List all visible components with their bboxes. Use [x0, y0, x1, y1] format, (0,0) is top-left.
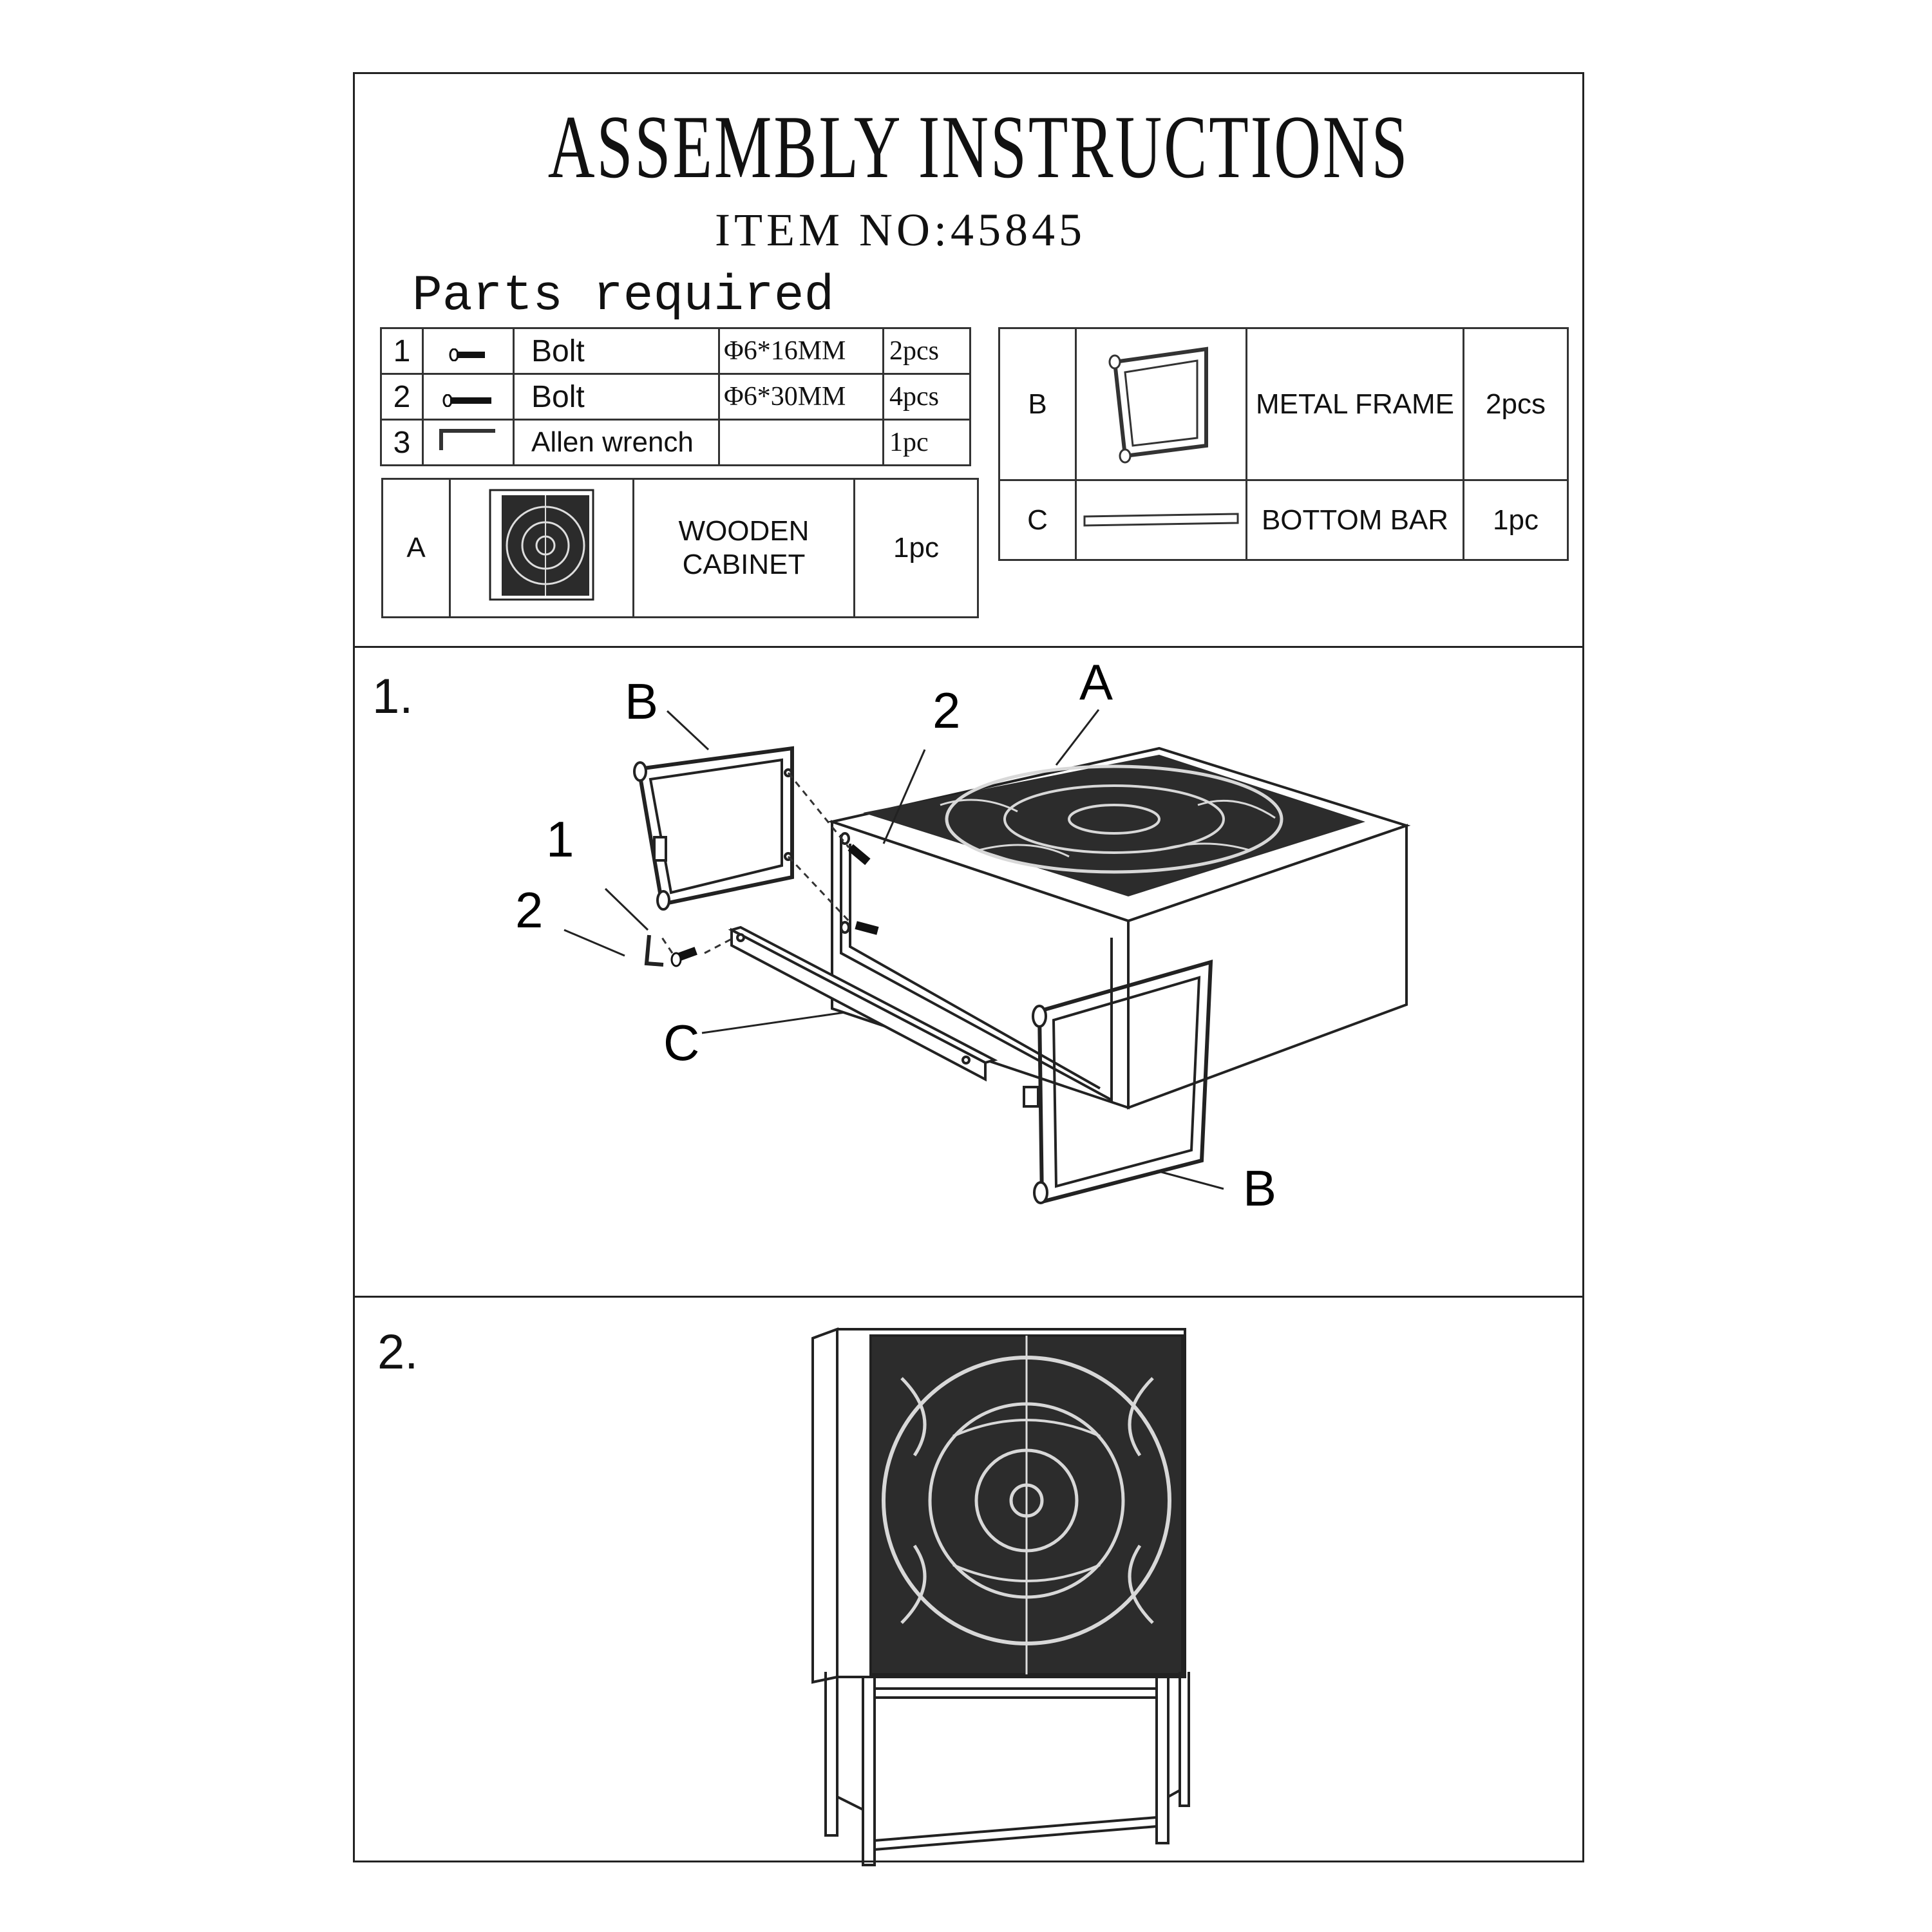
component-letter: B: [999, 328, 1076, 480]
component-qty: 1pc: [1464, 480, 1568, 560]
page-title: ASSEMBLY INSTRUCTIONS: [547, 97, 1410, 197]
alignment-guides: [662, 773, 849, 953]
assembled-cabinet: [813, 1329, 1185, 1682]
part-size: Φ6*30MM: [719, 374, 884, 420]
component-qty: 1pc: [855, 479, 978, 618]
part-name: Allen wrench: [514, 420, 719, 466]
part-qty: 1pc: [884, 420, 971, 466]
component-name: BOTTOM BAR: [1247, 480, 1464, 560]
label-a: A: [1079, 654, 1113, 710]
label-bolt-2-left: 2: [515, 882, 544, 938]
allen-wrench-icon: [647, 935, 663, 965]
part-number: 3: [381, 420, 423, 466]
assembled-metal-base: [826, 1672, 1189, 1865]
component-name-line2: CABINET: [682, 549, 806, 580]
component-qty: 2pcs: [1464, 328, 1568, 480]
label-b-top: B: [625, 673, 659, 730]
component-name-line1: WOODEN: [678, 515, 810, 547]
part-number: 1: [381, 328, 423, 374]
part-number: 2: [381, 374, 423, 420]
label-b-bottom: B: [1243, 1160, 1277, 1217]
component-letter: C: [999, 480, 1076, 560]
part-name: Bolt: [514, 374, 719, 420]
step-number: 2.: [377, 1325, 419, 1379]
part-name: Bolt: [514, 328, 719, 374]
step-number: 1.: [372, 669, 413, 724]
parts-required-heading: Parts required: [412, 268, 835, 325]
metal-frame-part-b-top: [634, 748, 792, 909]
item-number: ITEM NO:45845: [715, 204, 1086, 256]
label-bolt-1: 1: [546, 811, 574, 867]
component-name: METAL FRAME: [1247, 328, 1464, 480]
component-letter: A: [383, 479, 450, 618]
part-size: Φ6*16MM: [719, 328, 884, 374]
part-qty: 4pcs: [884, 374, 971, 420]
label-c: C: [663, 1014, 700, 1071]
part-qty: 2pcs: [884, 328, 971, 374]
label-bolt-2-top: 2: [933, 682, 961, 739]
